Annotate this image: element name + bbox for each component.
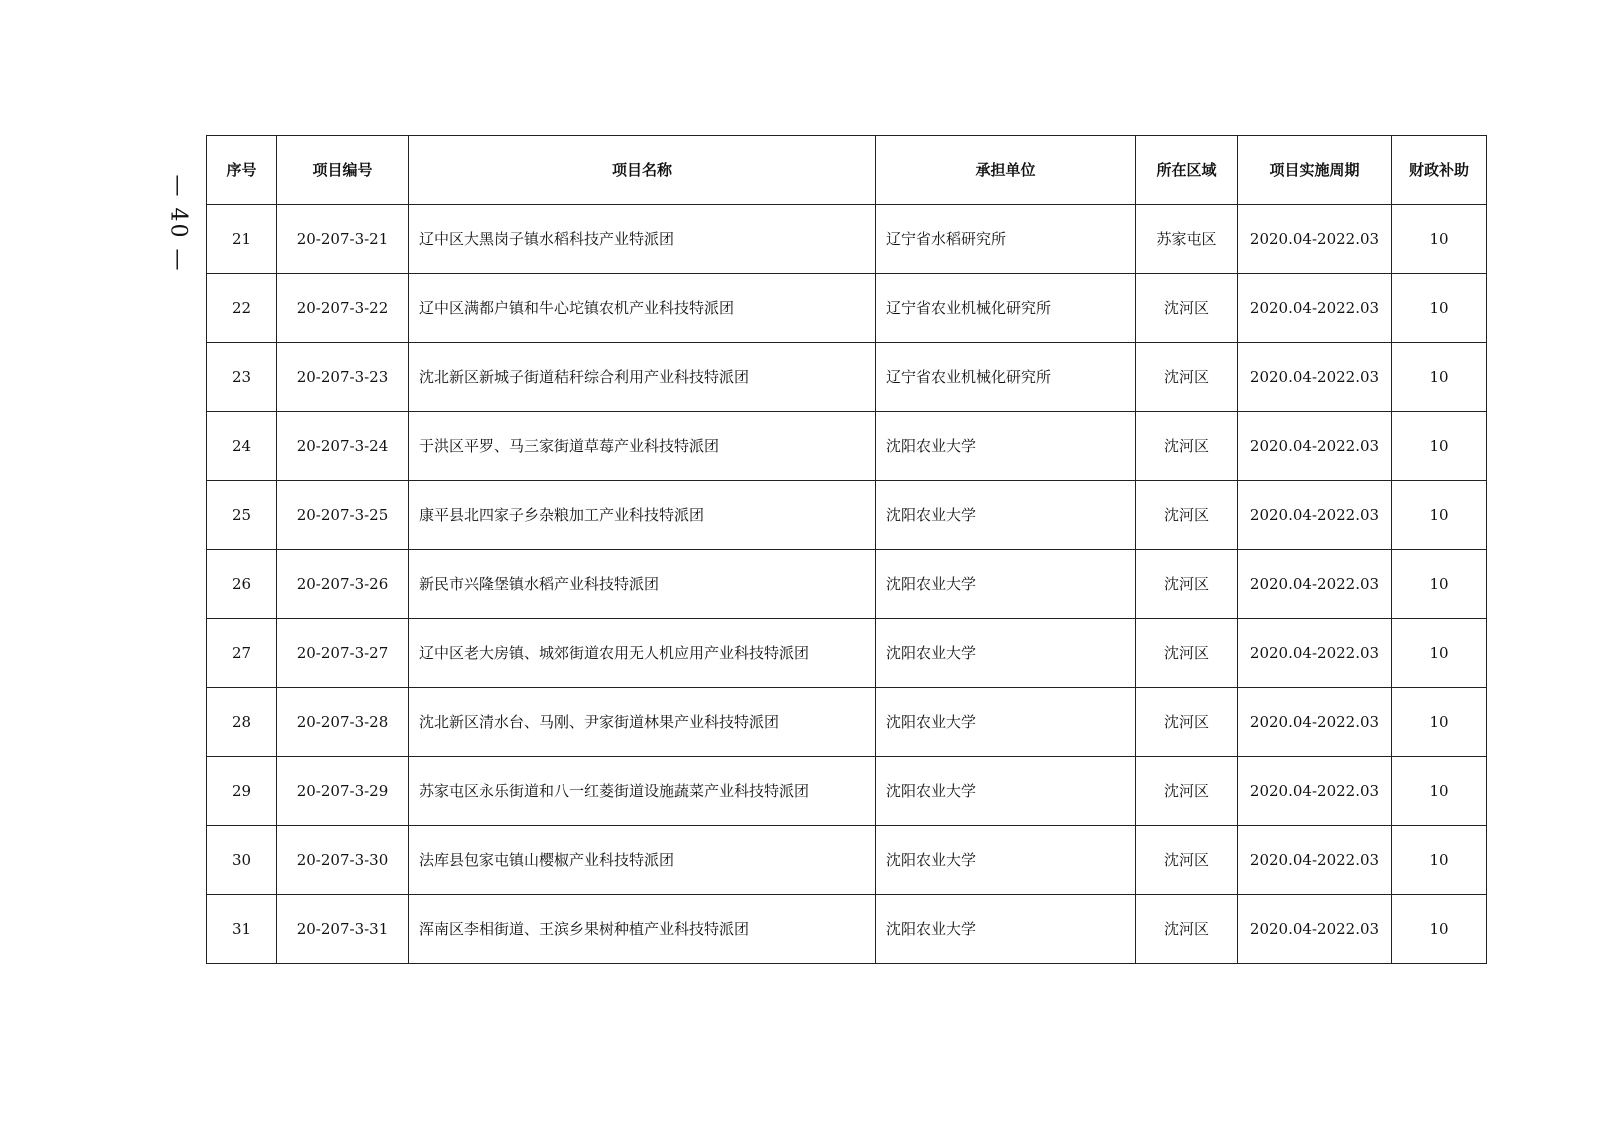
cell-period: 2020.04-2022.03 — [1238, 895, 1392, 964]
cell-region: 沈河区 — [1136, 343, 1238, 412]
cell-subsidy: 10 — [1392, 619, 1487, 688]
cell-subsidy: 10 — [1392, 343, 1487, 412]
cell-unit: 辽宁省农业机械化研究所 — [876, 274, 1136, 343]
cell-subsidy: 10 — [1392, 826, 1487, 895]
cell-region: 沈河区 — [1136, 688, 1238, 757]
cell-subsidy: 10 — [1392, 895, 1487, 964]
cell-region: 沈河区 — [1136, 412, 1238, 481]
table-row — [207, 826, 1487, 895]
cell-name: 法库县包家屯镇山樱椒产业科技特派团 — [409, 826, 876, 895]
project-table — [206, 135, 1487, 964]
cell-unit: 沈阳农业大学 — [876, 481, 1136, 550]
cell-name: 沈北新区新城子街道秸秆综合利用产业科技特派团 — [409, 343, 876, 412]
cell-region: 苏家屯区 — [1136, 205, 1238, 274]
cell-unit: 沈阳农业大学 — [876, 826, 1136, 895]
cell-unit: 辽宁省农业机械化研究所 — [876, 343, 1136, 412]
table-row — [207, 895, 1487, 964]
header-period: 项目实施周期 — [1238, 136, 1392, 205]
table-row — [207, 550, 1487, 619]
cell-index: 30 — [207, 826, 277, 895]
table-row — [207, 205, 1487, 274]
cell-code: 20-207-3-21 — [277, 205, 409, 274]
cell-index: 28 — [207, 688, 277, 757]
cell-name: 辽中区大黑岗子镇水稻科技产业特派团 — [409, 205, 876, 274]
cell-name: 康平县北四家子乡杂粮加工产业科技特派团 — [409, 481, 876, 550]
cell-subsidy: 10 — [1392, 757, 1487, 826]
cell-period: 2020.04-2022.03 — [1238, 826, 1392, 895]
cell-subsidy: 10 — [1392, 481, 1487, 550]
cell-period: 2020.04-2022.03 — [1238, 412, 1392, 481]
cell-name: 于洪区平罗、马三家街道草莓产业科技特派团 — [409, 412, 876, 481]
cell-region: 沈河区 — [1136, 550, 1238, 619]
cell-period: 2020.04-2022.03 — [1238, 205, 1392, 274]
cell-index: 24 — [207, 412, 277, 481]
cell-period: 2020.04-2022.03 — [1238, 688, 1392, 757]
cell-unit: 沈阳农业大学 — [876, 619, 1136, 688]
cell-region: 沈河区 — [1136, 895, 1238, 964]
table-row — [207, 619, 1487, 688]
cell-subsidy: 10 — [1392, 412, 1487, 481]
cell-subsidy: 10 — [1392, 274, 1487, 343]
cell-index: 26 — [207, 550, 277, 619]
table-row — [207, 274, 1487, 343]
page-number — [160, 168, 196, 278]
cell-name: 浑南区李相街道、王滨乡果树种植产业科技特派团 — [409, 895, 876, 964]
table-header-row — [207, 136, 1487, 205]
cell-name: 辽中区老大房镇、城郊街道农用无人机应用产业科技特派团 — [409, 619, 876, 688]
cell-index: 27 — [207, 619, 277, 688]
cell-name: 苏家屯区永乐街道和八一红菱街道设施蔬菜产业科技特派团 — [409, 757, 876, 826]
cell-name: 新民市兴隆堡镇水稻产业科技特派团 — [409, 550, 876, 619]
cell-code: 20-207-3-27 — [277, 619, 409, 688]
cell-region: 沈河区 — [1136, 481, 1238, 550]
cell-name: 辽中区满都户镇和牛心坨镇农机产业科技特派团 — [409, 274, 876, 343]
cell-code: 20-207-3-28 — [277, 688, 409, 757]
header-code: 项目编号 — [277, 136, 409, 205]
cell-region: 沈河区 — [1136, 274, 1238, 343]
table-row — [207, 688, 1487, 757]
cell-code: 20-207-3-31 — [277, 895, 409, 964]
cell-index: 29 — [207, 757, 277, 826]
table-row — [207, 757, 1487, 826]
cell-period: 2020.04-2022.03 — [1238, 481, 1392, 550]
cell-unit: 沈阳农业大学 — [876, 550, 1136, 619]
cell-code: 20-207-3-23 — [277, 343, 409, 412]
cell-region: 沈河区 — [1136, 826, 1238, 895]
cell-region: 沈河区 — [1136, 757, 1238, 826]
cell-code: 20-207-3-22 — [277, 274, 409, 343]
header-index: 序号 — [207, 136, 277, 205]
cell-region: 沈河区 — [1136, 619, 1238, 688]
cell-code: 20-207-3-26 — [277, 550, 409, 619]
cell-index: 31 — [207, 895, 277, 964]
cell-period: 2020.04-2022.03 — [1238, 343, 1392, 412]
header-subsidy: 财政补助 — [1392, 136, 1487, 205]
cell-unit: 沈阳农业大学 — [876, 895, 1136, 964]
table-row — [207, 343, 1487, 412]
cell-unit: 沈阳农业大学 — [876, 688, 1136, 757]
cell-subsidy: 10 — [1392, 205, 1487, 274]
cell-code: 20-207-3-29 — [277, 757, 409, 826]
header-name: 项目名称 — [409, 136, 876, 205]
header-region: 所在区域 — [1136, 136, 1238, 205]
cell-unit: 沈阳农业大学 — [876, 757, 1136, 826]
cell-code: 20-207-3-30 — [277, 826, 409, 895]
cell-unit: 沈阳农业大学 — [876, 412, 1136, 481]
cell-name: 沈北新区清水台、马刚、尹家街道林果产业科技特派团 — [409, 688, 876, 757]
cell-code: 20-207-3-24 — [277, 412, 409, 481]
cell-index: 21 — [207, 205, 277, 274]
cell-index: 22 — [207, 274, 277, 343]
cell-code: 20-207-3-25 — [277, 481, 409, 550]
page-number-text: — 40 — — [165, 174, 191, 272]
cell-period: 2020.04-2022.03 — [1238, 550, 1392, 619]
cell-index: 23 — [207, 343, 277, 412]
cell-unit: 辽宁省水稻研究所 — [876, 205, 1136, 274]
cell-index: 25 — [207, 481, 277, 550]
cell-period: 2020.04-2022.03 — [1238, 757, 1392, 826]
cell-subsidy: 10 — [1392, 688, 1487, 757]
header-unit: 承担单位 — [876, 136, 1136, 205]
cell-subsidy: 10 — [1392, 550, 1487, 619]
cell-period: 2020.04-2022.03 — [1238, 619, 1392, 688]
table-row — [207, 481, 1487, 550]
table-row — [207, 412, 1487, 481]
cell-period: 2020.04-2022.03 — [1238, 274, 1392, 343]
